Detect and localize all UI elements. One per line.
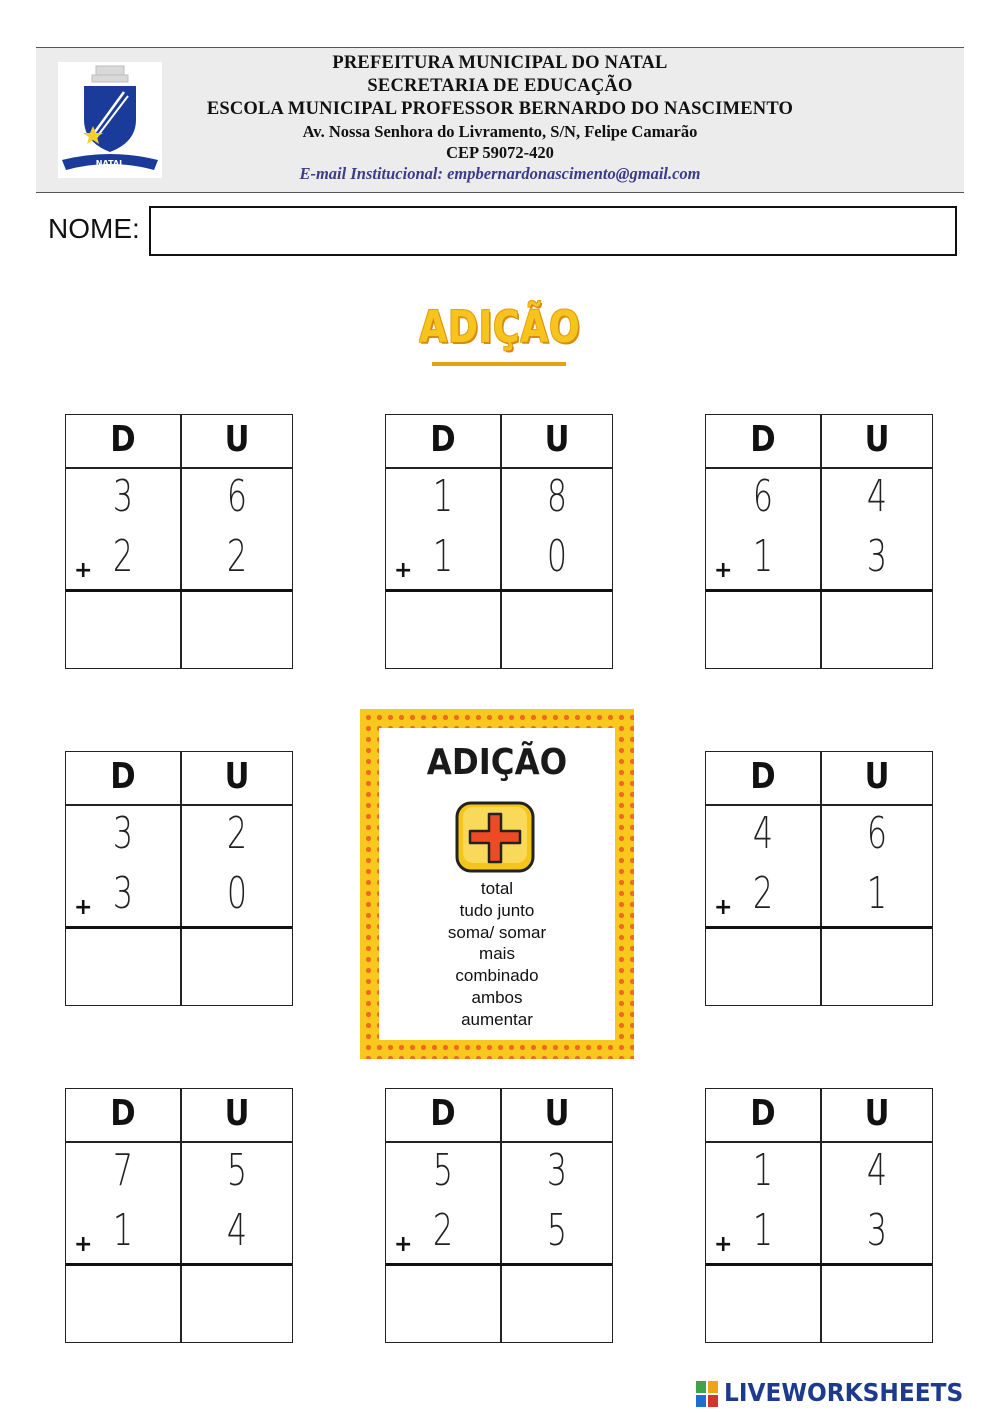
natal-coat-of-arms-logo [58, 62, 162, 178]
bottom-units-digit: 2 [226, 531, 248, 582]
plus-icon [454, 800, 536, 874]
addition-problem-table [705, 1088, 933, 1343]
top-units-digit: 3 [546, 1145, 568, 1196]
addition-problem-table [705, 751, 933, 1006]
header-unidade: U [864, 419, 890, 460]
plus-sign: + [74, 558, 93, 583]
card-words-list [379, 878, 615, 1031]
header-line-prefeitura: PREFEITURA MUNICIPAL DO NATAL [332, 53, 668, 73]
header-unidade: U [224, 419, 250, 460]
bottom-tens-digit: 2 [432, 1205, 454, 1256]
header-unidade: U [224, 1093, 250, 1134]
addition-problem-table [65, 751, 293, 1006]
header-divider [386, 467, 612, 469]
header-line-secretaria: SECRETARIA DE EDUCAÇÃO [367, 76, 633, 96]
top-units-digit: 4 [866, 471, 888, 522]
header-dezena: D [110, 419, 136, 460]
card-word: combinado [455, 966, 539, 986]
card-word: mais [479, 944, 515, 964]
sum-line [66, 926, 292, 929]
bottom-units-digit: 0 [546, 531, 568, 582]
header-line-escola: ESCOLA MUNICIPAL PROFESSOR BERNARDO DO NASCIMENTO [206, 99, 794, 119]
addition-problem-table [65, 1088, 293, 1343]
card-word: ambos [471, 987, 523, 1007]
top-units-digit: 4 [866, 1145, 888, 1196]
top-units-digit: 5 [226, 1145, 248, 1196]
sum-line [706, 1263, 932, 1266]
answer-tens-input[interactable] [706, 593, 818, 667]
sum-line [386, 589, 612, 592]
answer-tens-input[interactable] [66, 593, 178, 667]
header-divider [66, 467, 292, 469]
top-units-digit: 8 [546, 471, 568, 522]
header-dezena: D [750, 1093, 776, 1134]
bottom-units-digit: 1 [866, 868, 888, 919]
plus-sign: + [394, 558, 413, 583]
answer-units-input[interactable] [821, 593, 933, 667]
answer-units-input[interactable] [501, 1267, 613, 1341]
top-units-digit: 6 [866, 808, 888, 859]
answer-tens-input[interactable] [706, 930, 818, 1004]
bottom-units-digit: 3 [866, 531, 888, 582]
answer-tens-input[interactable] [386, 593, 498, 667]
header-divider [66, 1141, 292, 1143]
nome-label: NOME: [48, 213, 140, 244]
answer-units-input[interactable] [181, 1267, 293, 1341]
answer-tens-input[interactable] [706, 1267, 818, 1341]
bottom-tens-digit: 1 [112, 1205, 134, 1256]
bottom-tens-digit: 1 [752, 531, 774, 582]
logo-natal-text: NATAL [95, 159, 125, 168]
header-divider [706, 804, 932, 806]
bottom-units-digit: 4 [226, 1205, 248, 1256]
liveworksheets-icon [696, 1381, 720, 1407]
header-unidade: U [224, 756, 250, 797]
card-word: total [480, 879, 514, 898]
bottom-units-digit: 0 [226, 868, 248, 919]
header-text-block [176, 52, 824, 185]
bottom-units-digit: 5 [546, 1205, 568, 1256]
header-dezena: D [110, 756, 136, 797]
nome-input[interactable] [149, 206, 957, 256]
plus-sign: + [714, 1232, 733, 1257]
top-tens-digit: 5 [432, 1145, 454, 1196]
header-divider [66, 804, 292, 806]
sum-line [386, 1263, 612, 1266]
addition-problem-table [385, 414, 613, 669]
answer-units-input[interactable] [501, 593, 613, 667]
header-divider [386, 1141, 612, 1143]
top-tens-digit: 7 [112, 1145, 134, 1196]
header-unidade: U [864, 1093, 890, 1134]
card-title: ADIÇÃO [426, 742, 568, 783]
header-divider [706, 1141, 932, 1143]
answer-tens-input[interactable] [66, 930, 178, 1004]
sum-line [706, 926, 932, 929]
header-unidade: U [544, 419, 570, 460]
header-divider [706, 467, 932, 469]
plus-sign: + [394, 1232, 413, 1257]
title-underline [432, 362, 566, 366]
sum-line [706, 589, 932, 592]
header-dezena: D [750, 756, 776, 797]
answer-tens-input[interactable] [386, 1267, 498, 1341]
header-dezena: D [110, 1093, 136, 1134]
top-tens-digit: 1 [432, 471, 454, 522]
top-tens-digit: 6 [752, 471, 774, 522]
liveworksheets-brand-text: LIVEWORKSHEETS [724, 1378, 964, 1407]
top-tens-digit: 1 [752, 1145, 774, 1196]
card-word: aumentar [461, 1009, 533, 1029]
bottom-units-digit: 3 [866, 1205, 888, 1256]
bottom-tens-digit: 2 [752, 868, 774, 919]
sum-line [66, 1263, 292, 1266]
plus-sign: + [714, 558, 733, 583]
card-word: soma/ somar [447, 922, 547, 942]
header-line-address: Av. Nossa Senhora do Livramento, S/N, Felipe Camarão [302, 122, 698, 141]
answer-units-input[interactable] [821, 1267, 933, 1341]
top-units-digit: 2 [226, 808, 248, 859]
bottom-tens-digit: 1 [432, 531, 454, 582]
bottom-tens-digit: 2 [112, 531, 134, 582]
liveworksheets-logo[interactable] [696, 1378, 996, 1410]
plus-sign: + [714, 895, 733, 920]
school-header [36, 47, 964, 193]
addition-problem-table [705, 414, 933, 669]
header-dezena: D [750, 419, 776, 460]
card-word: tudo junto [459, 900, 535, 920]
addition-info-card [360, 709, 634, 1059]
sum-line [66, 589, 292, 592]
card-inner [379, 728, 615, 1040]
page-title: ADIÇÃO [419, 302, 581, 353]
header-line-cep: CEP 59072-420 [446, 143, 554, 162]
plus-sign: + [74, 1232, 93, 1257]
top-tens-digit: 4 [752, 808, 774, 859]
answer-tens-input[interactable] [66, 1267, 178, 1341]
answer-units-input[interactable] [181, 593, 293, 667]
header-dezena: D [430, 419, 456, 460]
answer-units-input[interactable] [181, 930, 293, 1004]
header-dezena: D [430, 1093, 456, 1134]
addition-problem-table [385, 1088, 613, 1343]
header-unidade: U [544, 1093, 570, 1134]
header-unidade: U [864, 756, 890, 797]
top-tens-digit: 3 [112, 471, 134, 522]
top-tens-digit: 3 [112, 808, 134, 859]
answer-units-input[interactable] [821, 930, 933, 1004]
bottom-tens-digit: 3 [112, 868, 134, 919]
bottom-tens-digit: 1 [752, 1205, 774, 1256]
addition-problem-table [65, 414, 293, 669]
plus-sign: + [74, 895, 93, 920]
top-units-digit: 6 [226, 471, 248, 522]
header-line-email: E-mail Institucional: empbernardonascimento@gmail.com [299, 164, 701, 183]
